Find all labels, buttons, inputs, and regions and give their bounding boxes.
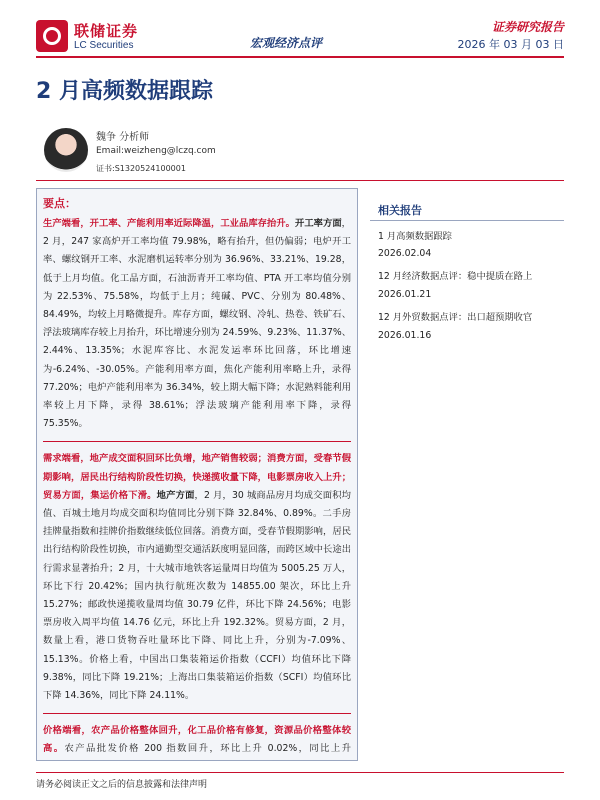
page-title: 2 月高频数据跟踪 xyxy=(36,79,213,104)
key-points-heading: 要点： xyxy=(43,197,76,210)
paragraph-divider xyxy=(43,713,351,714)
footer-divider xyxy=(36,772,564,773)
key-points-panel xyxy=(36,188,358,761)
paragraph-body: ，2 月，30 城商品房月均成交面积均值、百城土地月均成交面积均值同比分别下降 32.84%、0.89%。二手房挂牌量指数和挂牌价指数继续低位回落。消费方面，受春节假期影响，居民出行结构阶段性切换，市内通勤型交通活跃度明显回落，而跨区域中长途出行需求显著抬升；2 月，十大城市地铁客运量周日均值为 5005.25 万人，环比下行 20.42%；国内执行航班次数为 14855.00 架次，环比上升 15.27%；邮政快递揽收量周均值 30.79 亿件，环比下降 24.56%；电影票房收入周平均值 14.76 亿元，环比上升 192.32%。贸易方面，2 月，数量上看，港口货物吞吐量环比下降、同比上升，分别为-7.09%、15.13%。价格上看，中国出口集装箱运价指数（CCFI）均值环比下降 9.38%，同比下降 19.21%；上海出口集装箱运价指数（SCFI）均值环比下降 14.36%，同比下降 24.11%。 xyxy=(43,489,351,702)
section-divider xyxy=(36,180,564,181)
logo-icon xyxy=(36,20,68,52)
paragraph-lead: 开工率方面 xyxy=(295,218,342,229)
paragraph-divider xyxy=(43,441,351,442)
report-category: 宏观经济点评 xyxy=(250,36,323,50)
related-report-link[interactable]: 1 月高频数据跟踪 xyxy=(378,231,452,242)
footer-disclaimer: 请务必阅读正文之后的信息披露和法律声明 xyxy=(36,780,208,790)
paragraph-highlight: 需求端看，地产成交面积回环比负增，地产销售较弱；消费方面，受春节假期影响，居民出行结构阶段性切换，快递揽收量下降，电影票房收入上升；贸易方面，集运价格下滑。 xyxy=(43,453,351,501)
logo-name-cn: 联储证券 xyxy=(74,22,139,40)
related-report-date: 2026.01.16 xyxy=(378,330,432,341)
header-divider xyxy=(36,56,564,58)
related-reports-divider xyxy=(370,220,564,221)
paragraph-highlight: 生产端看，开工率、产能利用率近际降温，工业品库存抬升。 xyxy=(43,218,295,229)
paragraph-body: 农产品批发价格 200 指数回升，环比上升 0.02%，同比上升 xyxy=(64,743,351,755)
paragraph-lead: 地产方面 xyxy=(156,489,195,501)
related-report-date: 2026.02.04 xyxy=(378,248,432,259)
paragraph-highlight: 价格端看，农产品价格整体回升，化工品价格有修复，资源品价格整体较高。 xyxy=(43,725,351,755)
analyst-cert: 证书:S1320524100001 xyxy=(96,164,186,173)
related-reports-heading: 相关报告 xyxy=(378,204,422,217)
logo-name-en: LC Securities xyxy=(74,40,134,51)
related-report-link[interactable]: 12 月经济数据点评：稳中提质在路上 xyxy=(378,271,533,282)
report-type: 证券研究报告 xyxy=(491,20,564,34)
report-date: 2026 年 03 月 03 日 xyxy=(457,38,564,51)
analyst-avatar xyxy=(44,128,88,172)
paragraph-body: ，2 月，247 家高炉开工率均值 79.98%，略有抬升，但仍偏弱；电炉开工率、螺纹钢开工率、水泥磨机运转率分别为 36.96%、33.21%、19.28，低于上月均值。化工品方面，石油沥青开工率均值、PTA 开工率均值分别为 22.53%、75.58%，均低于上月；纯碱、PVC、分别为 80.48%、84.49%，均较上月略微提升。库存方面，螺纹钢、冷轧、热卷、铁矿石、浮法玻璃库存较上月抬升，环比增速分别为 24.59%、9.23%、11.37%、2.44%、13.35%；水泥库容比、水泥发运率环比回落，环比增速为-6.24%、-30.05%。产能利用率方面，焦化产能利用率略上升，录得 77.20%；电炉产能利用率为 36.34%，较上期大幅下降；水泥熟料能利用率较上月下降，录得 38.61%；浮法玻璃产能利用率下降，录得 75.35%。 xyxy=(43,218,351,430)
paragraph-demand xyxy=(43,450,351,705)
paragraph-price xyxy=(43,722,351,761)
analyst-name: 魏争 分析师 xyxy=(96,132,150,143)
related-report-date: 2026.01.21 xyxy=(378,289,432,300)
analyst-email[interactable]: Email:weizheng@lczq.com xyxy=(96,146,216,156)
related-report-link[interactable]: 12 月外贸数据点评：出口超预期收官 xyxy=(378,312,533,323)
paragraph-production xyxy=(43,215,351,433)
